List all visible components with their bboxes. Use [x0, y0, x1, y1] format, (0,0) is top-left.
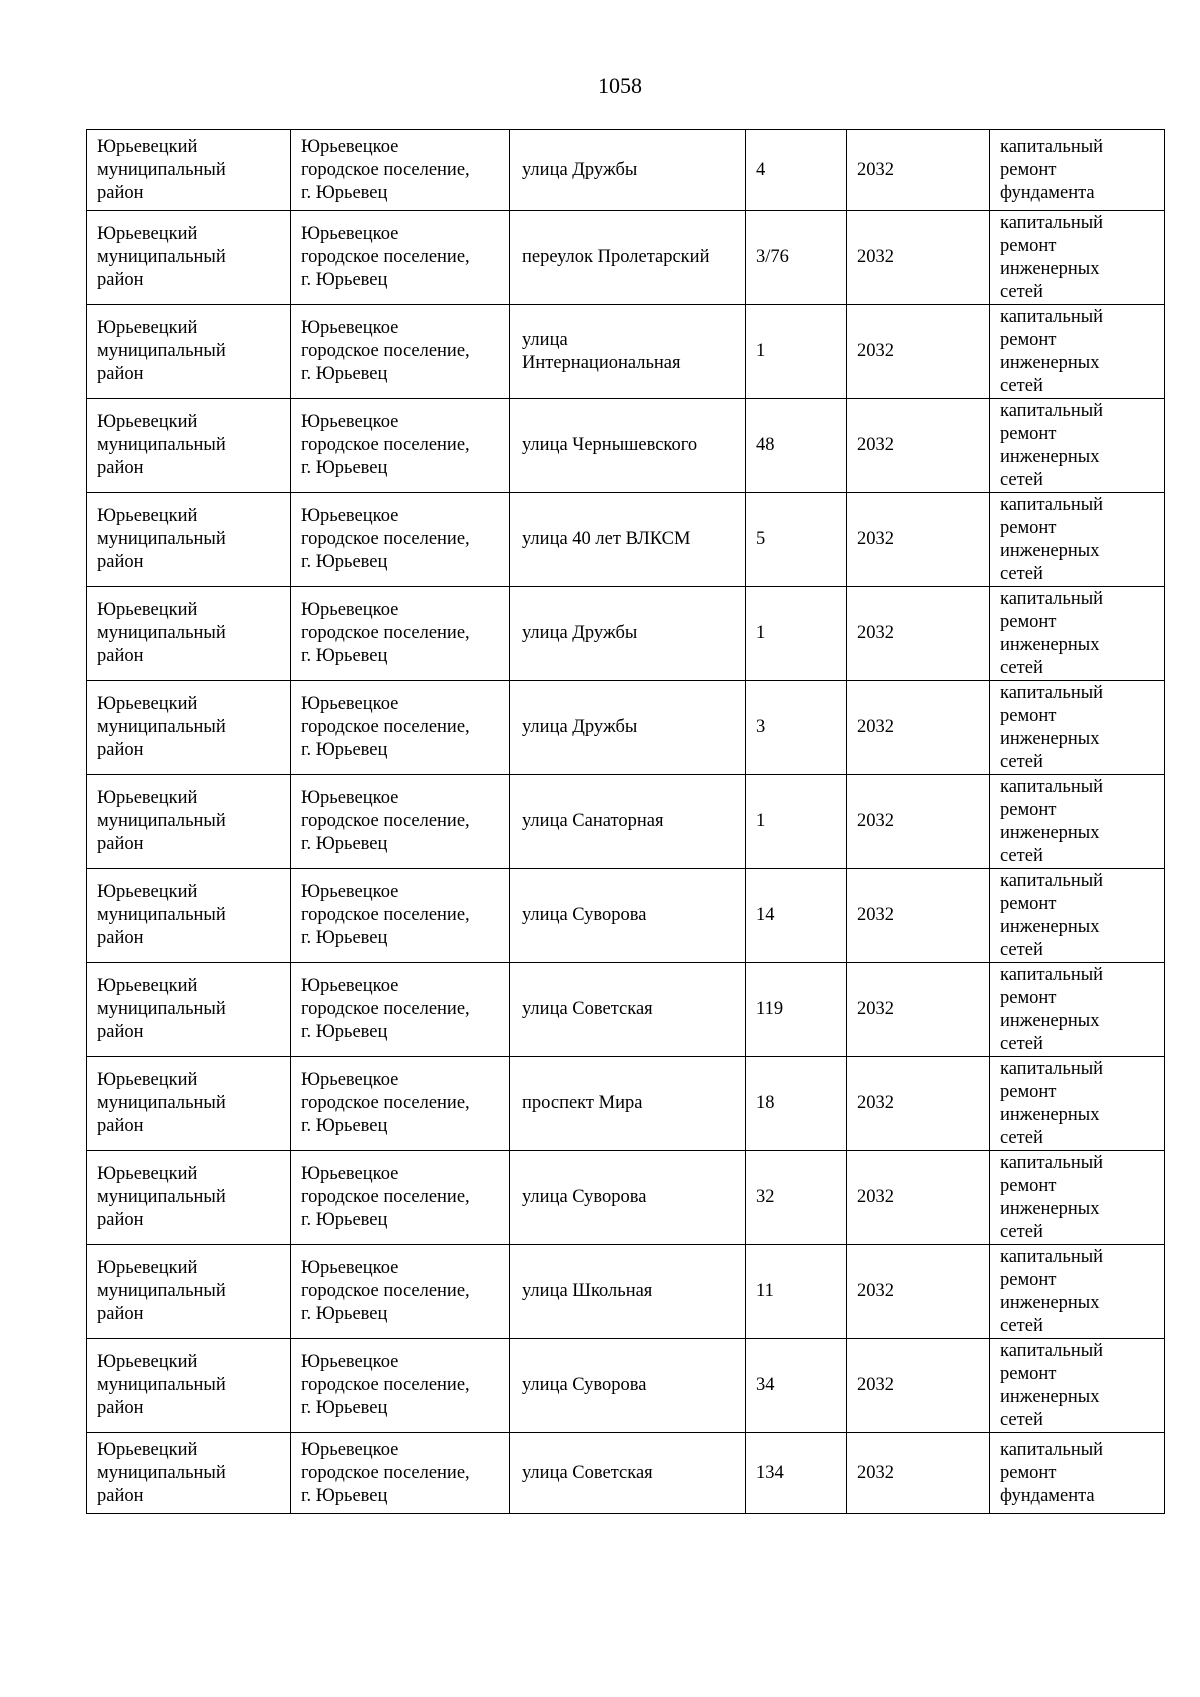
cell-settlement: Юрьевецкое городское поселение, г. Юрьевец — [291, 587, 510, 681]
cell-year: 2032 — [847, 493, 990, 587]
cell-street: улица Санаторная — [510, 775, 746, 869]
cell-settlement: Юрьевецкое городское поселение, г. Юрьевец — [291, 1245, 510, 1339]
cell-street: улица Суворова — [510, 1339, 746, 1433]
table-row — [87, 399, 1165, 493]
cell-house-number: 11 — [746, 1245, 847, 1339]
cell-settlement: Юрьевецкое городское поселение, г. Юрьевец — [291, 1057, 510, 1151]
cell-street: улица Чернышевского — [510, 399, 746, 493]
cell-work-type: капитальный ремонт инженерных сетей — [990, 681, 1165, 775]
cell-work-type: капитальный ремонт инженерных сетей — [990, 1057, 1165, 1151]
cell-year: 2032 — [847, 1151, 990, 1245]
table-row — [87, 130, 1165, 211]
cell-house-number: 4 — [746, 130, 847, 211]
cell-year: 2032 — [847, 869, 990, 963]
cell-district: Юрьевецкий муниципальный район — [87, 775, 291, 869]
cell-street: улица Дружбы — [510, 681, 746, 775]
table-row — [87, 1339, 1165, 1433]
cell-work-type: капитальный ремонт инженерных сетей — [990, 493, 1165, 587]
cell-year: 2032 — [847, 399, 990, 493]
cell-year: 2032 — [847, 587, 990, 681]
cell-year: 2032 — [847, 130, 990, 211]
cell-district: Юрьевецкий муниципальный район — [87, 587, 291, 681]
cell-street: улица Советская — [510, 1433, 746, 1514]
cell-settlement: Юрьевецкое городское поселение, г. Юрьевец — [291, 1339, 510, 1433]
cell-street: улица Суворова — [510, 1151, 746, 1245]
cell-street: улица Дружбы — [510, 130, 746, 211]
cell-street: улица Дружбы — [510, 587, 746, 681]
table-row — [87, 869, 1165, 963]
table-row — [87, 1433, 1165, 1514]
cell-house-number: 3 — [746, 681, 847, 775]
cell-district: Юрьевецкий муниципальный район — [87, 130, 291, 211]
page-number: 1058 — [598, 73, 642, 98]
cell-house-number: 119 — [746, 963, 847, 1057]
cell-year: 2032 — [847, 963, 990, 1057]
cell-house-number: 34 — [746, 1339, 847, 1433]
cell-work-type: капитальный ремонт инженерных сетей — [990, 869, 1165, 963]
cell-district: Юрьевецкий муниципальный район — [87, 869, 291, 963]
cell-street: переулок Пролетарский — [510, 211, 746, 305]
table-row — [87, 211, 1165, 305]
cell-settlement: Юрьевецкое городское поселение, г. Юрьевец — [291, 1433, 510, 1514]
cell-settlement: Юрьевецкое городское поселение, г. Юрьевец — [291, 305, 510, 399]
cell-street: проспект Мира — [510, 1057, 746, 1151]
cell-street: улица Школьная — [510, 1245, 746, 1339]
cell-settlement: Юрьевецкое городское поселение, г. Юрьевец — [291, 399, 510, 493]
cell-settlement: Юрьевецкое городское поселение, г. Юрьевец — [291, 211, 510, 305]
cell-street: улица Интернациональная — [510, 305, 746, 399]
cell-house-number: 1 — [746, 305, 847, 399]
cell-house-number: 14 — [746, 869, 847, 963]
table-body — [87, 130, 1165, 1514]
table-row — [87, 681, 1165, 775]
table-row — [87, 1057, 1165, 1151]
cell-year: 2032 — [847, 1339, 990, 1433]
cell-district: Юрьевецкий муниципальный район — [87, 1433, 291, 1514]
table-row — [87, 305, 1165, 399]
cell-house-number: 5 — [746, 493, 847, 587]
table-row — [87, 587, 1165, 681]
cell-year: 2032 — [847, 775, 990, 869]
table-row — [87, 1245, 1165, 1339]
cell-district: Юрьевецкий муниципальный район — [87, 1151, 291, 1245]
cell-work-type: капитальный ремонт инженерных сетей — [990, 211, 1165, 305]
cell-house-number: 48 — [746, 399, 847, 493]
cell-year: 2032 — [847, 305, 990, 399]
cell-district: Юрьевецкий муниципальный район — [87, 493, 291, 587]
cell-street: улица Советская — [510, 963, 746, 1057]
table-row — [87, 963, 1165, 1057]
cell-work-type: капитальный ремонт инженерных сетей — [990, 1245, 1165, 1339]
cell-district: Юрьевецкий муниципальный район — [87, 1339, 291, 1433]
cell-work-type: капитальный ремонт инженерных сетей — [990, 399, 1165, 493]
cell-settlement: Юрьевецкое городское поселение, г. Юрьевец — [291, 775, 510, 869]
cell-settlement: Юрьевецкое городское поселение, г. Юрьевец — [291, 130, 510, 211]
cell-district: Юрьевецкий муниципальный район — [87, 305, 291, 399]
cell-house-number: 1 — [746, 775, 847, 869]
cell-work-type: капитальный ремонт инженерных сетей — [990, 775, 1165, 869]
cell-house-number: 18 — [746, 1057, 847, 1151]
cell-house-number: 32 — [746, 1151, 847, 1245]
cell-district: Юрьевецкий муниципальный район — [87, 963, 291, 1057]
cell-settlement: Юрьевецкое городское поселение, г. Юрьевец — [291, 869, 510, 963]
cell-year: 2032 — [847, 681, 990, 775]
table-row — [87, 1151, 1165, 1245]
cell-work-type: капитальный ремонт фундамента — [990, 130, 1165, 211]
cell-work-type: капитальный ремонт инженерных сетей — [990, 305, 1165, 399]
cell-street: улица 40 лет ВЛКСМ — [510, 493, 746, 587]
cell-year: 2032 — [847, 211, 990, 305]
cell-house-number: 3/76 — [746, 211, 847, 305]
cell-district: Юрьевецкий муниципальный район — [87, 211, 291, 305]
cell-district: Юрьевецкий муниципальный район — [87, 399, 291, 493]
cell-settlement: Юрьевецкое городское поселение, г. Юрьевец — [291, 493, 510, 587]
cell-street: улица Суворова — [510, 869, 746, 963]
cell-district: Юрьевецкий муниципальный район — [87, 681, 291, 775]
cell-year: 2032 — [847, 1245, 990, 1339]
cell-house-number: 1 — [746, 587, 847, 681]
table-row — [87, 493, 1165, 587]
cell-settlement: Юрьевецкое городское поселение, г. Юрьевец — [291, 681, 510, 775]
cell-work-type: капитальный ремонт инженерных сетей — [990, 1339, 1165, 1433]
repair-schedule-table — [86, 129, 1165, 1514]
table-row — [87, 775, 1165, 869]
cell-work-type: капитальный ремонт фундамента — [990, 1433, 1165, 1514]
cell-settlement: Юрьевецкое городское поселение, г. Юрьевец — [291, 1151, 510, 1245]
cell-year: 2032 — [847, 1433, 990, 1514]
cell-work-type: капитальный ремонт инженерных сетей — [990, 1151, 1165, 1245]
cell-house-number: 134 — [746, 1433, 847, 1514]
cell-district: Юрьевецкий муниципальный район — [87, 1057, 291, 1151]
cell-district: Юрьевецкий муниципальный район — [87, 1245, 291, 1339]
cell-settlement: Юрьевецкое городское поселение, г. Юрьевец — [291, 963, 510, 1057]
cell-work-type: капитальный ремонт инженерных сетей — [990, 963, 1165, 1057]
cell-year: 2032 — [847, 1057, 990, 1151]
cell-work-type: капитальный ремонт инженерных сетей — [990, 587, 1165, 681]
